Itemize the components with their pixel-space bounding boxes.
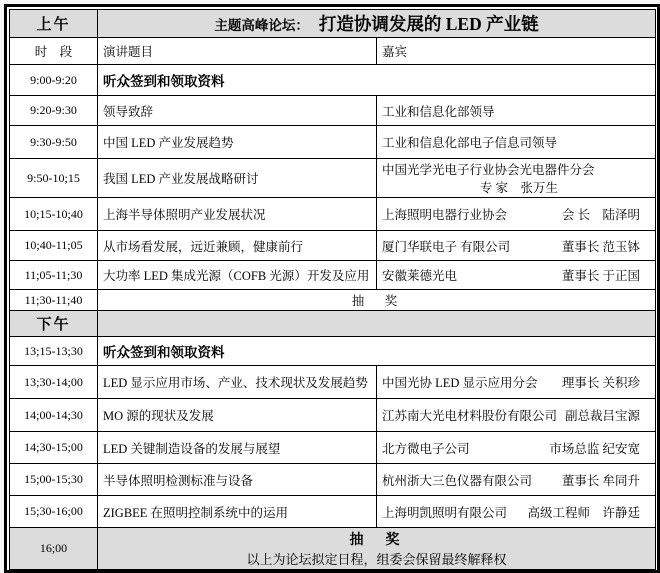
topic-cell: 上海半导体照明产业发展状况: [98, 198, 377, 231]
topic-cell: 听众签到和领取资料: [98, 65, 656, 96]
guest-org: 厦门华联电子 有限公司: [382, 239, 511, 254]
topic-cell: LED 显示应用市场、产业、技术现状及发展趋势: [98, 366, 377, 399]
time-cell: 14;30-15;00: [10, 432, 98, 464]
column-header-row: [10, 38, 656, 65]
agenda-table: [9, 9, 656, 570]
session-pm-cell: 下午: [10, 311, 98, 337]
guest-org: 江苏南大光电材料股份有限公司: [382, 409, 558, 423]
guest-cell: [377, 231, 656, 261]
time-cell: 16;00: [10, 528, 98, 570]
footer-row: [10, 528, 656, 570]
topic-cell: 中国 LED 产业发展趋势: [98, 126, 377, 159]
guest-org: 北方微电子公司: [382, 441, 470, 456]
agenda-row: [10, 126, 656, 159]
guest-person: 专 家 张万生: [479, 181, 559, 195]
guest-person: 董事长 于正国: [561, 269, 641, 283]
agenda-row: [10, 432, 656, 464]
agenda-row: [10, 198, 656, 231]
time-cell: 10;40-11;05: [10, 231, 98, 261]
agenda-row: [10, 96, 656, 126]
guest-cell: [377, 432, 656, 464]
guest-org: 上海明凯照明有限公司: [382, 505, 508, 520]
guest-org: 中国光学光电子行业协会光电器件分会: [382, 163, 595, 177]
guest-person: 董事长 范玉钵: [561, 239, 641, 254]
topic-cell: 听众签到和领取资料: [98, 337, 656, 366]
guest-org: 中国光协 LED 显示应用分会: [382, 376, 538, 390]
guest-person: 高级工程师 许静廷: [527, 505, 641, 520]
topic-cell: 从市场看发展，远近兼顾，健康前行: [98, 231, 377, 261]
guest-cell: [377, 159, 656, 198]
header-row-pm: [10, 311, 656, 337]
session-pm-empty-cell: [98, 311, 656, 337]
footer-prize-label: 抽 奖: [349, 533, 404, 548]
time-cell: 11;05-11;30: [10, 261, 98, 290]
guest-org: 工业和信息化部领导: [382, 104, 495, 119]
col-header-guest: 嘉宾: [377, 38, 656, 65]
guest-person: 会 长 陆泽明: [561, 208, 641, 222]
guest-cell: [377, 96, 656, 126]
time-cell: 9:00-9:20: [10, 65, 98, 96]
guest-cell: [377, 496, 656, 528]
time-cell: 13;15-13;30: [10, 337, 98, 366]
guest-org: 上海照明电器行业协会: [382, 208, 508, 222]
prize-cell: 抽 奖: [98, 290, 656, 311]
time-cell: 11;30-11;40: [10, 290, 98, 311]
agenda-row: [10, 159, 656, 198]
header-row-am: [10, 10, 656, 38]
time-cell: 9:50-10;15: [10, 159, 98, 198]
guest-person: 副总裁吕宝源: [565, 409, 641, 423]
time-cell: 15;30-16;00: [10, 496, 98, 528]
guest-cell: [377, 261, 656, 290]
guest-cell: [377, 399, 656, 432]
agenda-row: [10, 337, 656, 366]
forum-title-cell: [98, 10, 656, 38]
time-cell: 14;00-14;30: [10, 399, 98, 432]
agenda-row: [10, 290, 656, 311]
col-header-time: 时 段: [10, 38, 98, 65]
footer-note: 以上为论坛拟定日程，组委会保留最终解释权: [246, 552, 507, 567]
time-cell: 9:30-9:50: [10, 126, 98, 159]
topic-cell: ZIGBEE 在照明控制系统中的运用: [98, 496, 377, 528]
guest-org: 杭州浙大三色仪器有限公司: [382, 473, 533, 488]
topic-cell: MO 源的现状及发展: [98, 399, 377, 432]
topic-cell: 我国 LED 产业发展战略研讨: [98, 159, 377, 198]
guest-cell: [377, 198, 656, 231]
agenda-row: [10, 464, 656, 496]
agenda-table-frame: [4, 4, 660, 573]
forum-title-prefix: 主题高峰论坛：: [214, 18, 309, 33]
time-cell: 13;30-14;00: [10, 366, 98, 399]
guest-person: 董事长 牟同升: [561, 473, 641, 488]
time-cell: 9:20-9:30: [10, 96, 98, 126]
agenda-row: [10, 399, 656, 432]
guest-person: 市场总监 纪安宽: [549, 441, 641, 456]
agenda-row: [10, 366, 656, 399]
time-cell: 10;15-10;40: [10, 198, 98, 231]
topic-cell: 半导体照明检测标准与设备: [98, 464, 377, 496]
topic-cell: 领导致辞: [98, 96, 377, 126]
col-header-topic: 演讲题目: [98, 38, 377, 65]
agenda-row: [10, 261, 656, 290]
guest-org: 安徽莱德光电: [382, 269, 458, 283]
footer-cell: [98, 528, 656, 570]
agenda-row: [10, 65, 656, 96]
topic-cell: 大功率 LED 集成光源（COFB 光源）开发及应用: [98, 261, 377, 290]
agenda-row: [10, 231, 656, 261]
guest-cell: [377, 366, 656, 399]
guest-cell: [377, 126, 656, 159]
guest-person: 理事长 关积珍: [561, 376, 641, 390]
time-cell: 15;00-15;30: [10, 464, 98, 496]
guest-cell: [377, 464, 656, 496]
session-am-cell: 上午: [10, 10, 98, 38]
topic-cell: LED 关键制造设备的发展与展望: [98, 432, 377, 464]
guest-org: 工业和信息化部电子信息司领导: [382, 136, 558, 150]
agenda-row: [10, 496, 656, 528]
forum-title-main: 打造协调发展的 LED 产业链: [318, 14, 539, 34]
